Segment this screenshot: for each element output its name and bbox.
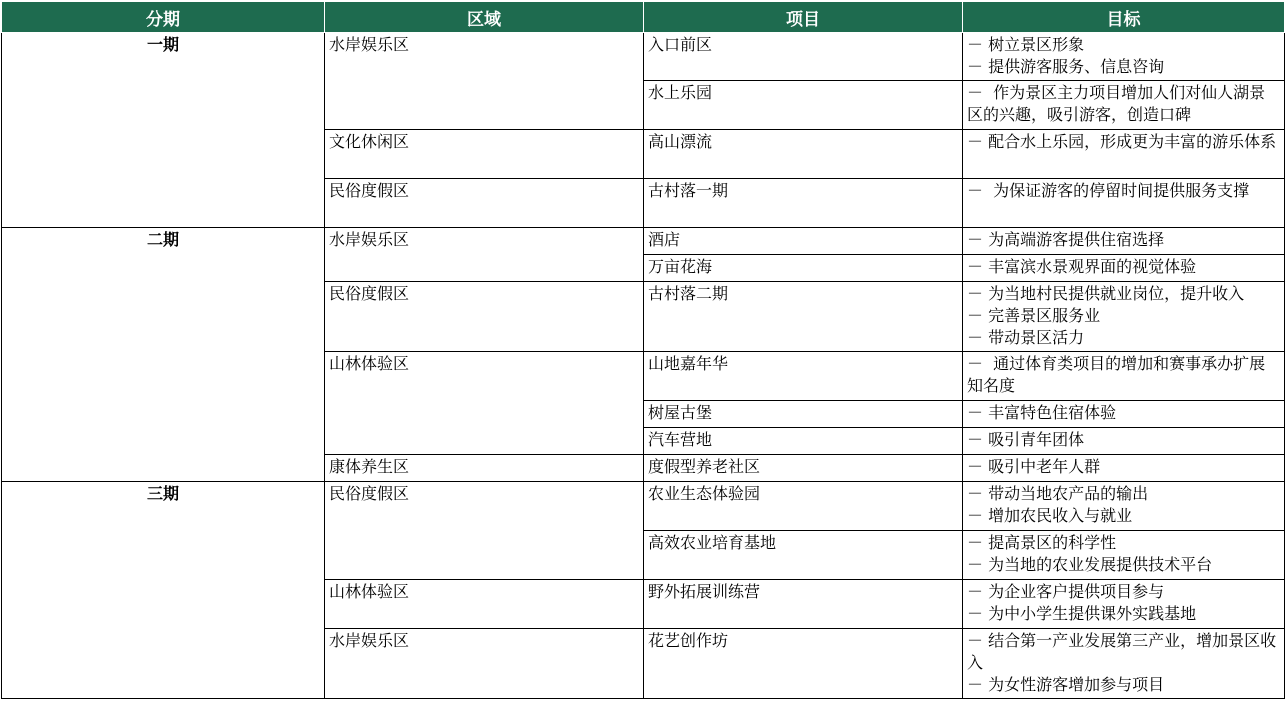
project-cell: 树屋古堡	[644, 401, 963, 428]
project-cell: 野外拓展训练营	[644, 580, 963, 629]
zone-cell: 水岸娱乐区	[325, 629, 644, 699]
goal-cell	[963, 401, 1285, 428]
goal-cell	[963, 282, 1285, 352]
goal-line: － 树立景区形象	[967, 35, 1085, 54]
zone-cell: 民俗度假区	[325, 282, 644, 352]
project-cell: 度假型养老社区	[644, 455, 963, 482]
zone-cell: 水岸娱乐区	[325, 33, 644, 130]
goal-line: － 吸引青年团体	[967, 430, 1085, 449]
goal-line: － 为保证游客的停留时间提供服务支撑	[967, 181, 1250, 200]
zone-cell: 文化休闲区	[325, 130, 644, 179]
zone-cell: 水岸娱乐区	[325, 228, 644, 282]
goal-line: － 为女性游客增加参与项目	[967, 675, 1165, 694]
goal-cell	[963, 352, 1285, 401]
goal-line: － 带动当地农产品的输出	[967, 484, 1149, 503]
goal-line: － 作为景区主力项目增加人们对仙人湖景区的兴趣，吸引游客，创造口碑	[967, 83, 1266, 124]
project-cell: 高山漂流	[644, 130, 963, 179]
project-cell: 古村落一期	[644, 179, 963, 228]
goal-line: － 通过体育类项目的增加和赛事承办扩展知名度	[967, 354, 1266, 395]
goal-line: － 结合第一产业发展第三产业，增加景区收入	[967, 631, 1277, 672]
phase-cell: 二期	[2, 228, 325, 482]
goal-cell	[963, 531, 1285, 580]
zone-cell: 山林体验区	[325, 352, 644, 455]
project-cell: 农业生态体验园	[644, 482, 963, 531]
goal-line: － 增加农民收入与就业	[967, 506, 1133, 525]
goal-cell	[963, 482, 1285, 531]
project-cell: 山地嘉年华	[644, 352, 963, 401]
goal-line: － 丰富滨水景观界面的视觉体验	[967, 257, 1197, 276]
goal-line: － 为当地村民提供就业岗位，提升收入	[967, 284, 1245, 303]
goal-line: － 吸引中老年人群	[967, 457, 1101, 476]
goal-line: － 为中小学生提供课外实践基地	[967, 604, 1197, 623]
goal-line: － 提供游客服务、信息咨询	[967, 57, 1165, 76]
goal-cell	[963, 580, 1285, 629]
project-cell: 酒店	[644, 228, 963, 255]
goal-cell	[963, 81, 1285, 130]
phase-cell: 一期	[2, 33, 325, 228]
project-cell: 万亩花海	[644, 255, 963, 282]
zone-cell: 民俗度假区	[325, 482, 644, 580]
goal-line: － 为高端游客提供住宿选择	[967, 230, 1165, 249]
zone-cell: 民俗度假区	[325, 179, 644, 228]
project-cell: 花艺创作坊	[644, 629, 963, 699]
goal-cell	[963, 179, 1285, 228]
goal-line: － 完善景区服务业	[967, 306, 1101, 325]
goal-cell	[963, 130, 1285, 179]
header-phase: 分期	[2, 2, 325, 33]
table-row	[2, 33, 1285, 81]
goal-cell	[963, 455, 1285, 482]
goal-cell	[963, 255, 1285, 282]
header-goal: 目标	[963, 2, 1285, 33]
header-zone: 区域	[325, 2, 644, 33]
goal-line: － 为企业客户提供项目参与	[967, 582, 1165, 601]
table-row	[2, 228, 1285, 255]
goal-cell	[963, 228, 1285, 255]
goal-line: － 配合水上乐园，形成更为丰富的游乐体系	[967, 132, 1277, 151]
zone-cell: 山林体验区	[325, 580, 644, 629]
header-row	[2, 2, 1285, 33]
goal-line: － 带动景区活力	[967, 328, 1085, 347]
zone-cell: 康体养生区	[325, 455, 644, 482]
phase-plan-table	[1, 1, 1285, 699]
project-cell: 入口前区	[644, 33, 963, 81]
goal-line: － 为当地的农业发展提供技术平台	[967, 555, 1213, 574]
phase-cell: 三期	[2, 482, 325, 699]
table-body	[2, 33, 1285, 699]
goal-cell	[963, 428, 1285, 455]
goal-cell	[963, 629, 1285, 699]
goal-line: － 丰富特色住宿体验	[967, 403, 1117, 422]
goal-line: － 提高景区的科学性	[967, 533, 1117, 552]
goal-cell	[963, 33, 1285, 81]
table-header	[2, 2, 1285, 33]
project-cell: 水上乐园	[644, 81, 963, 130]
header-project: 项目	[644, 2, 963, 33]
project-cell: 古村落二期	[644, 282, 963, 352]
project-cell: 汽车营地	[644, 428, 963, 455]
project-cell: 高效农业培育基地	[644, 531, 963, 580]
table-row	[2, 482, 1285, 531]
